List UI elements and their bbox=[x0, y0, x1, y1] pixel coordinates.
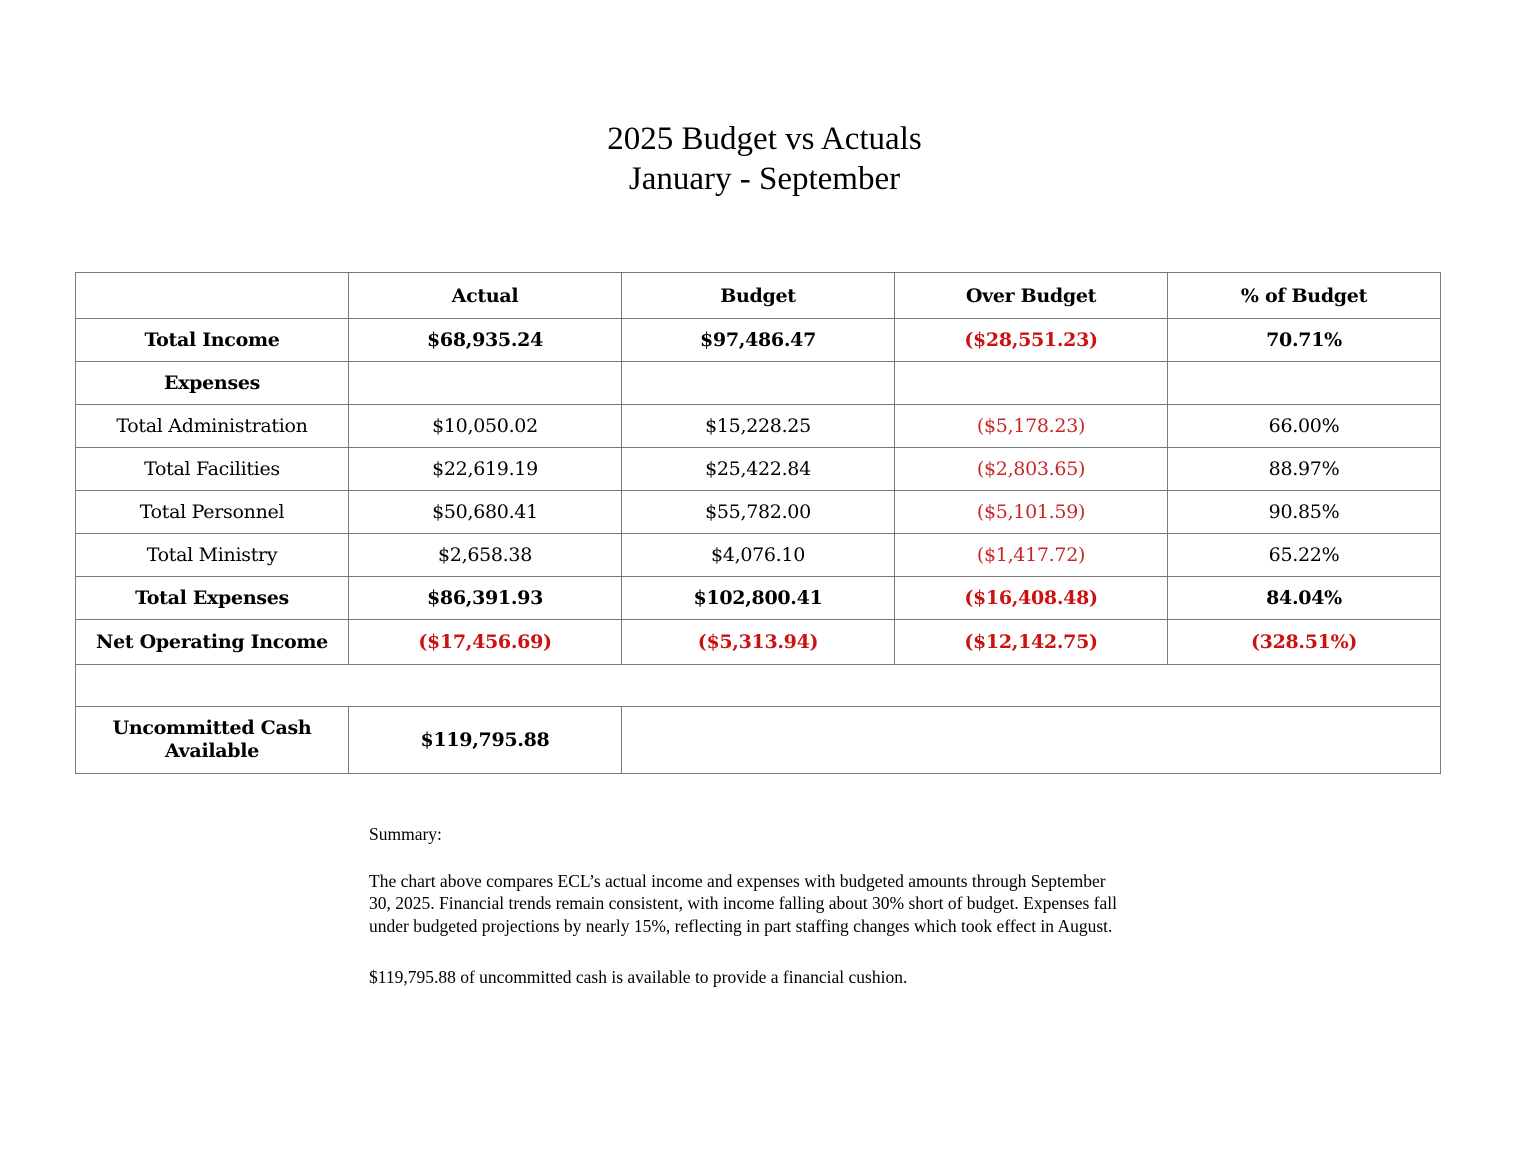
report-title bbox=[0, 119, 1529, 199]
row-label: Total Facilities bbox=[76, 448, 349, 491]
over-budget-cell: ($5,101.59) bbox=[895, 491, 1168, 534]
table-row-total-facilities bbox=[76, 448, 1441, 491]
header-pct-of-budget: % of Budget bbox=[1168, 273, 1441, 319]
pct-of-budget-cell: 88.97% bbox=[1168, 448, 1441, 491]
budget-cell: $97,486.47 bbox=[622, 319, 895, 362]
cash-label bbox=[76, 707, 349, 774]
header-actual: Actual bbox=[349, 273, 622, 319]
pct-of-budget-cell: 84.04% bbox=[1168, 577, 1441, 620]
row-label: Expenses bbox=[76, 362, 349, 405]
cash-value: $119,795.88 bbox=[349, 707, 622, 774]
budget-cell: $4,076.10 bbox=[622, 534, 895, 577]
row-label: Total Income bbox=[76, 319, 349, 362]
report-title-line2: January - September bbox=[628, 161, 901, 197]
row-label: Total Administration bbox=[76, 405, 349, 448]
cash-empty-cell bbox=[622, 707, 1441, 774]
header-budget: Budget bbox=[622, 273, 895, 319]
summary-section bbox=[369, 823, 1149, 989]
table-row-expenses-header bbox=[76, 362, 1441, 405]
actual-cell: $22,619.19 bbox=[349, 448, 622, 491]
table-row-total-personnel bbox=[76, 491, 1441, 534]
table-row-net-operating-income bbox=[76, 620, 1441, 665]
table-spacer-row bbox=[76, 665, 1441, 707]
over-budget-cell: ($12,142.75) bbox=[895, 620, 1168, 665]
actual-cell: $68,935.24 bbox=[349, 319, 622, 362]
pct-of-budget-cell: 65.22% bbox=[1168, 534, 1441, 577]
actual-cell: ($17,456.69) bbox=[349, 620, 622, 665]
over-budget-cell: ($2,803.65) bbox=[895, 448, 1168, 491]
header-blank bbox=[76, 273, 349, 319]
spacer-cell bbox=[76, 665, 1441, 707]
table-row-total-administration bbox=[76, 405, 1441, 448]
actual-cell: $10,050.02 bbox=[349, 405, 622, 448]
budget-cell: $102,800.41 bbox=[622, 577, 895, 620]
pct-of-budget-cell bbox=[1168, 362, 1441, 405]
actual-cell: $86,391.93 bbox=[349, 577, 622, 620]
cash-label-line2: Available bbox=[165, 740, 259, 762]
row-label: Total Expenses bbox=[76, 577, 349, 620]
summary-heading: Summary: bbox=[369, 824, 442, 844]
summary-paragraph-2: $119,795.88 of uncommitted cash is available to provide a financial cushion. bbox=[369, 967, 908, 988]
cash-label-line1: Uncommitted Cash bbox=[112, 717, 312, 739]
table-row-total-expenses bbox=[76, 577, 1441, 620]
budget-vs-actuals-table bbox=[75, 272, 1441, 774]
budget-cell: $55,782.00 bbox=[622, 491, 895, 534]
actual-cell: $50,680.41 bbox=[349, 491, 622, 534]
over-budget-cell bbox=[895, 362, 1168, 405]
report-title-line1: 2025 Budget vs Actuals bbox=[607, 121, 922, 157]
header-over-budget: Over Budget bbox=[895, 273, 1168, 319]
pct-of-budget-cell: 90.85% bbox=[1168, 491, 1441, 534]
actual-cell bbox=[349, 362, 622, 405]
budget-cell: $25,422.84 bbox=[622, 448, 895, 491]
over-budget-cell: ($28,551.23) bbox=[895, 319, 1168, 362]
pct-of-budget-cell: 66.00% bbox=[1168, 405, 1441, 448]
actual-cell: $2,658.38 bbox=[349, 534, 622, 577]
pct-of-budget-cell: 70.71% bbox=[1168, 319, 1441, 362]
row-label: Total Ministry bbox=[76, 534, 349, 577]
budget-cell bbox=[622, 362, 895, 405]
row-label: Net Operating Income bbox=[76, 620, 349, 665]
budget-cell: ($5,313.94) bbox=[622, 620, 895, 665]
table-row-total-income bbox=[76, 319, 1441, 362]
table-header-row bbox=[76, 273, 1441, 319]
over-budget-cell: ($16,408.48) bbox=[895, 577, 1168, 620]
over-budget-cell: ($5,178.23) bbox=[895, 405, 1168, 448]
pct-of-budget-cell: (328.51%) bbox=[1168, 620, 1441, 665]
row-label: Total Personnel bbox=[76, 491, 349, 534]
over-budget-cell: ($1,417.72) bbox=[895, 534, 1168, 577]
budget-cell: $15,228.25 bbox=[622, 405, 895, 448]
table-row-total-ministry bbox=[76, 534, 1441, 577]
table-row-uncommitted-cash bbox=[76, 707, 1441, 774]
summary-paragraph-1: The chart above compares ECL’s actual income and expenses with budgeted amounts through September 30, 2025. Financial trends remain consistent, with income falling about 30% short of budget. Expenses fall under budgeted projections by nearly 15%, reflecting in part staffing changes which took effect in August. bbox=[369, 870, 1117, 936]
